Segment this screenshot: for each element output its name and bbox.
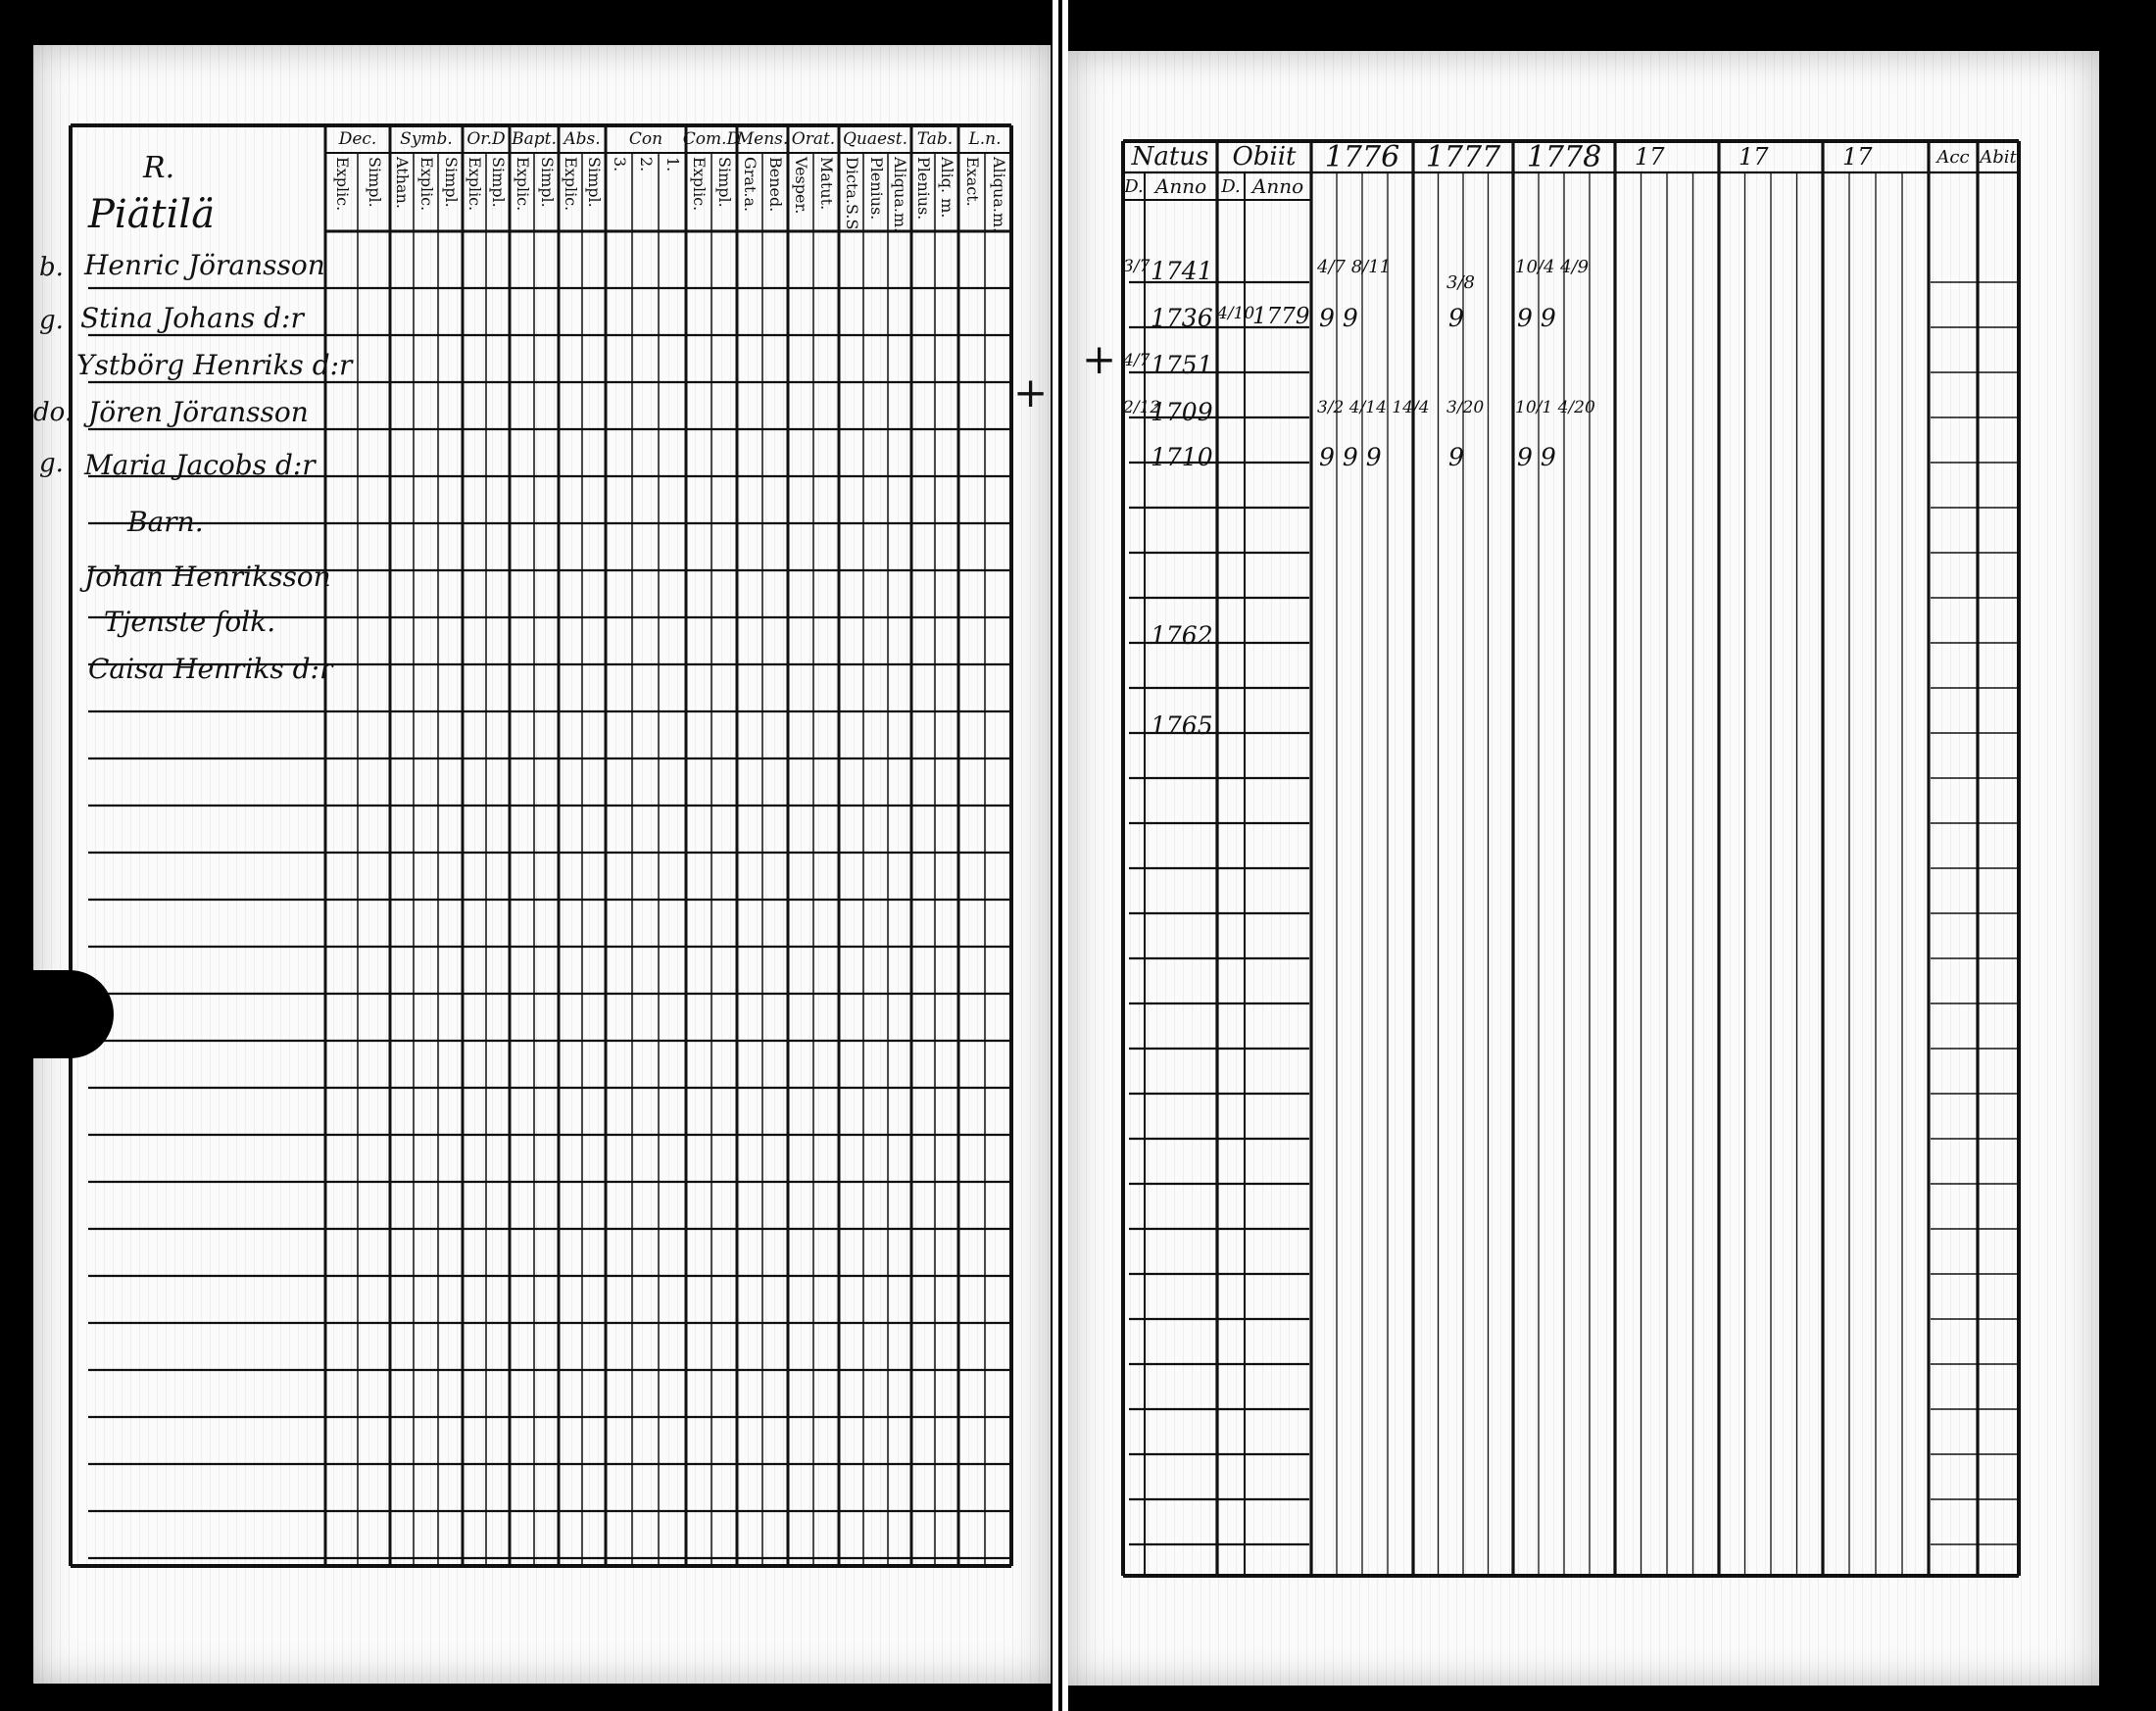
- column-subheader: Explic.: [513, 157, 532, 212]
- header-obiit-day: D.: [1221, 175, 1241, 197]
- birth-year: 1765: [1151, 711, 1213, 740]
- column-subheader: Grat.a.: [741, 157, 760, 213]
- header-year-17: 17: [1842, 143, 1873, 171]
- column-subheader: Simpl.: [537, 157, 557, 208]
- left-register-grid: [33, 45, 1051, 1684]
- header-obiit-anno: Anno: [1251, 174, 1304, 198]
- column-subheader: Explic.: [562, 157, 580, 212]
- header-year-17: 17: [1635, 143, 1665, 171]
- person-name: Ystbörg Henriks d:r: [76, 349, 353, 381]
- exam-marks-1777: 9: [1448, 304, 1464, 332]
- header-natus: Natus: [1131, 142, 1209, 171]
- column-subheader: Aliqua.m.: [891, 157, 909, 233]
- role-mark: g.: [39, 449, 64, 478]
- spine-highlight-left: [1053, 0, 1058, 1711]
- column-header: Symb.: [400, 129, 453, 149]
- column-subheader: Athan.: [393, 157, 412, 209]
- column-subheader: Simpl.: [585, 157, 604, 208]
- column-subheader: Simpl.: [441, 157, 461, 208]
- role-mark: b.: [39, 253, 64, 282]
- header-acc: Acc: [1936, 146, 1970, 168]
- column-header: Dec.: [338, 129, 377, 149]
- death-year: 1779: [1252, 304, 1310, 329]
- person-name: Stina Johans d:r: [80, 302, 304, 334]
- column-subheader: Vesper.: [792, 157, 810, 215]
- person-name: Johan Henriksson: [84, 561, 331, 593]
- column-subheader: Explic.: [690, 157, 709, 212]
- header-natus-anno: Anno: [1154, 174, 1207, 198]
- column-subheader: Bened.: [766, 157, 785, 213]
- person-name: Maria Jacobs d:r: [84, 449, 316, 481]
- column-subheader: Plenius.: [866, 157, 886, 220]
- role-mark: g.: [39, 306, 64, 335]
- right-page: [1068, 51, 2099, 1686]
- cross-mark: +: [1013, 368, 1049, 416]
- header-obiit: Obiit: [1232, 142, 1297, 171]
- exam-marks-1778: 10/1 4/20: [1515, 398, 1595, 417]
- section-heading-servants: Tjenste folk.: [104, 606, 276, 638]
- column-subheader: Dicta.S.S: [842, 157, 861, 230]
- binding-tab: [27, 970, 114, 1058]
- exam-marks-1777: 3/20: [1446, 398, 1485, 417]
- birth-day: 2/12: [1123, 398, 1161, 417]
- birth-year: 1736: [1151, 304, 1213, 332]
- column-header: Orat.: [791, 129, 836, 149]
- exam-marks-1778: 10/4 4/9: [1515, 257, 1590, 277]
- birth-year: 1751: [1151, 351, 1213, 379]
- column-subheader: Simpl.: [489, 157, 508, 208]
- left-page: [33, 45, 1051, 1684]
- farm-heading-prefix: R.: [143, 151, 175, 185]
- column-subheader: Explic.: [332, 157, 352, 212]
- exam-marks-1777: 9: [1448, 443, 1464, 471]
- person-name: Henric Jöransson: [84, 249, 325, 281]
- header-year-1777: 1777: [1425, 139, 1501, 174]
- birth-year: 1710: [1151, 443, 1213, 471]
- exam-marks-1777: 3/8: [1446, 272, 1475, 293]
- header-natus-day: D.: [1124, 175, 1144, 197]
- column-subheader: Explic.: [466, 157, 484, 212]
- column-header: Abs.: [564, 129, 601, 149]
- exam-marks-1776: 9 9 9: [1319, 443, 1382, 471]
- header-year-17: 17: [1739, 143, 1769, 171]
- birth-day: 4/7: [1123, 351, 1151, 370]
- birth-year: 1709: [1151, 398, 1213, 426]
- column-subheader: Aliq. m.: [938, 157, 956, 219]
- exam-marks-1776: 3/2 4/14 14/4: [1317, 398, 1430, 417]
- column-subheader: Aliqua.m.: [989, 157, 1008, 233]
- exam-marks-1776: 9 9: [1319, 304, 1358, 332]
- column-header: L.n.: [968, 129, 1002, 149]
- death-day: 4/10: [1217, 304, 1255, 323]
- column-subheader: Simpl.: [365, 157, 384, 208]
- column-header: Quaest.: [842, 129, 908, 149]
- column-header: Mens.: [736, 129, 789, 149]
- cross-mark: +: [1082, 335, 1117, 383]
- column-subheader: Plenius.: [914, 157, 933, 220]
- column-subheader: Simpl.: [715, 157, 734, 208]
- farm-heading-name: Piätilä: [88, 192, 216, 237]
- header-year-1776: 1776: [1324, 139, 1400, 174]
- column-header: Com.D: [682, 129, 741, 149]
- section-heading-children: Barn.: [127, 506, 204, 538]
- header-abit: Abit: [1980, 146, 2017, 168]
- birth-day: 3/7: [1123, 257, 1151, 276]
- column-subheader: 2.: [636, 157, 656, 172]
- column-header: Tab.: [916, 129, 954, 149]
- column-subheader: 1.: [663, 157, 682, 172]
- birth-year: 1762: [1151, 621, 1213, 650]
- birth-year: 1741: [1151, 257, 1213, 285]
- column-subheader: Exact.: [962, 157, 982, 207]
- column-header: Bapt.: [512, 129, 557, 149]
- exam-marks-1778: 9 9: [1517, 304, 1556, 332]
- exam-marks-1776: 4/7 8/11: [1317, 257, 1392, 277]
- column-subheader: Matut.: [817, 157, 836, 211]
- header-year-1778: 1778: [1526, 139, 1602, 174]
- column-subheader: Explic.: [416, 157, 436, 212]
- role-mark: do.: [33, 398, 74, 427]
- person-name: Caisa Henriks d:r: [88, 653, 333, 685]
- right-register-grid: [1068, 51, 2099, 1686]
- person-name: Jören Jöransson: [88, 396, 309, 428]
- column-header: Con: [628, 129, 663, 149]
- exam-marks-1778: 9 9: [1517, 443, 1556, 471]
- column-header: Or.D: [466, 129, 506, 149]
- column-subheader: 3.: [610, 157, 629, 172]
